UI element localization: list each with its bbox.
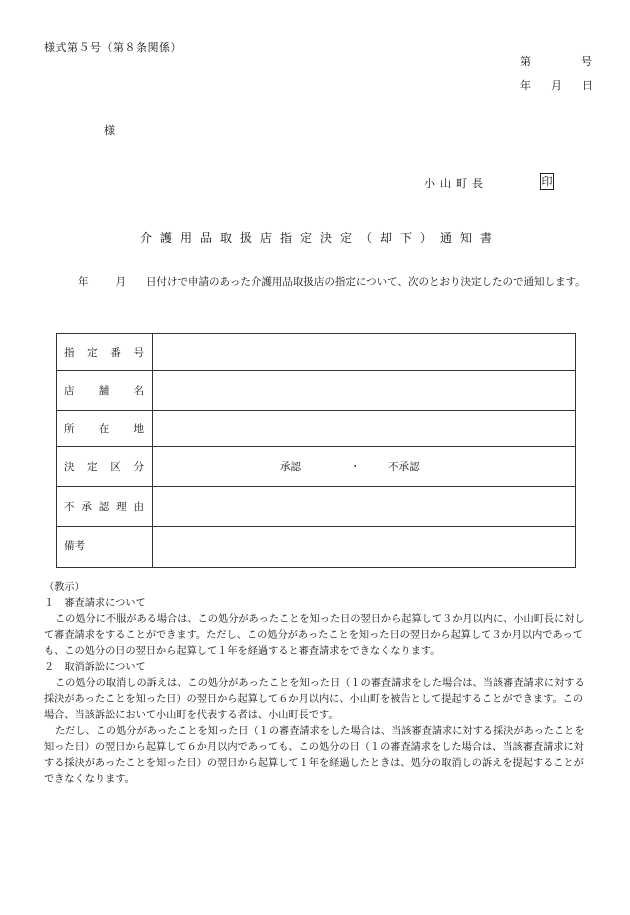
- table-row: [57, 487, 576, 527]
- label-store-name: 店 舗 名: [57, 371, 153, 411]
- body-text: 日付けで申請のあった介護用品取扱店の指定について、次のとおり決定したので通知します。: [146, 276, 586, 288]
- section-2-paragraph-2: ただし、この処分があったことを知った日（１の審査請求をした場合は、当該審査請求に対する採決があったことを知った日）の翌日から起算して６か月以内であっても、この処分の日（１の審査請求をした場合は、当該審査請求に対する採決があったことを知った日）の翌日から起算して１年を経過したときは、処分の取消しの訴えを提起することができなくなります。: [44, 726, 585, 785]
- label-location: 所 在 地: [57, 411, 153, 447]
- date-month: 月: [551, 79, 562, 92]
- table-row: [57, 334, 576, 371]
- label-rejection-reason: 不 承 認 理 由: [57, 487, 153, 527]
- table-row: [57, 527, 576, 568]
- label-designation-number: 指 定 番 号: [57, 334, 153, 371]
- body-month: 月: [115, 276, 126, 288]
- date-year: 年: [520, 79, 531, 92]
- doc-no-prefix: 第: [520, 55, 531, 68]
- body-year: 年: [78, 276, 89, 288]
- section-1-paragraph: この処分に不服がある場合は、この処分があったことを知った日の翌日から起算して３か月以内に、小山町長に対して審査請求をすることができます。ただし、この処分があったことを知った日の翌日から起算して３か月以内であっても、この処分の日の翌日から起算して１年を経過すると審査請求をできなくなります。: [44, 614, 585, 657]
- value-store-name: [152, 371, 575, 411]
- info-table: [56, 333, 576, 568]
- instructions: [44, 580, 592, 788]
- label-remarks: 備考: [57, 527, 153, 568]
- section-2-title: ２ 取消訴訟について: [44, 662, 146, 673]
- doc-no-suffix: 号: [581, 55, 592, 68]
- table-row: [57, 371, 576, 411]
- sender-name: 小山町長: [424, 177, 488, 190]
- label-decision-type: 決 定 区 分: [57, 447, 153, 487]
- document-number-line: [520, 53, 592, 69]
- section-1-title: １ 審査請求について: [44, 598, 146, 609]
- addressee: 様: [104, 124, 115, 137]
- decision-approve: 承認: [279, 461, 301, 473]
- decision-separator: ・: [349, 461, 361, 473]
- document-title: 介護用品取扱店指定決定（却下）通知書: [139, 231, 500, 245]
- table-row: [57, 411, 576, 447]
- table-row: [57, 447, 576, 487]
- form-number: 様式第５号（第８条関係）: [44, 41, 182, 54]
- value-designation-number: [152, 334, 575, 371]
- decision-reject: 不承認: [387, 461, 420, 473]
- date-day: 日: [582, 79, 593, 92]
- date-line: [520, 77, 593, 93]
- section-2-paragraph-1: この処分の取消しの訴えは、この処分があったことを知った日（１の審査請求をした場合は、当該審査請求に対する採決があったことを知った日）の翌日から起算して６か月以内に、小山町を被告として提起することができます。この場合、当該訴訟において小山町を代表する者は、小山町長です。: [44, 678, 585, 721]
- value-remarks: [152, 527, 575, 568]
- instructions-heading: （教示）: [44, 582, 85, 593]
- seal-mark: 印: [541, 175, 553, 188]
- value-location: [152, 411, 575, 447]
- notification-body: [44, 274, 594, 291]
- value-decision-type: [152, 447, 575, 487]
- value-rejection-reason: [152, 487, 575, 527]
